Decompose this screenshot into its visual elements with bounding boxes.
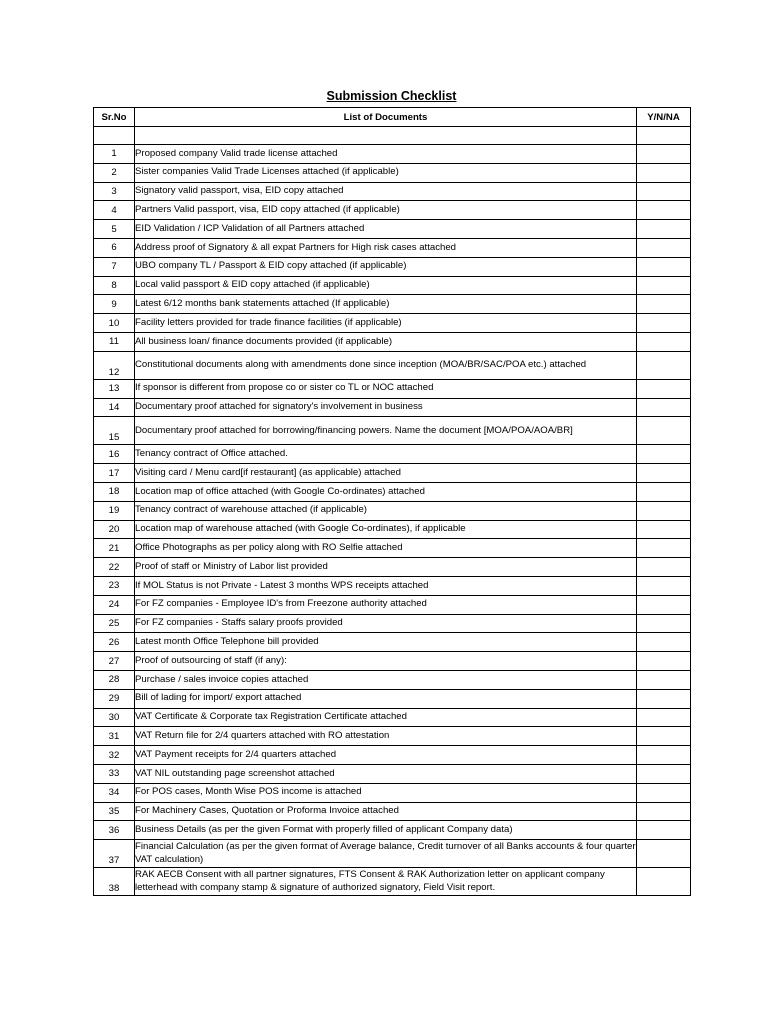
yn-na-cell[interactable] — [637, 783, 691, 802]
document-cell: Documentary proof attached for signatory's involvement in business — [135, 398, 637, 417]
sr-no-cell: 29 — [94, 689, 135, 708]
yn-na-cell[interactable] — [637, 840, 691, 868]
blank-cell — [637, 127, 691, 145]
blank-cell — [94, 127, 135, 145]
yn-na-cell[interactable] — [637, 351, 691, 379]
table-row — [94, 727, 691, 746]
document-cell: Facility letters provided for trade finance facilities (if applicable) — [135, 314, 637, 333]
yn-na-cell[interactable] — [637, 501, 691, 520]
yn-na-cell[interactable] — [637, 764, 691, 783]
table-row — [94, 802, 691, 821]
table-row — [94, 145, 691, 164]
document-cell: All business loan/ finance documents provided (if applicable) — [135, 332, 637, 351]
table-row — [94, 708, 691, 727]
table-row — [94, 182, 691, 201]
yn-na-cell[interactable] — [637, 539, 691, 558]
document-cell: Bill of lading for import/ export attached — [135, 689, 637, 708]
sr-no-cell: 26 — [94, 633, 135, 652]
table-row — [94, 821, 691, 840]
yn-na-cell[interactable] — [637, 220, 691, 239]
sr-no-cell: 35 — [94, 802, 135, 821]
sr-no-cell: 15 — [94, 417, 135, 445]
table-row — [94, 576, 691, 595]
table-row — [94, 257, 691, 276]
table-row — [94, 238, 691, 257]
sr-no-cell: 9 — [94, 295, 135, 314]
document-cell: VAT Payment receipts for 2/4 quarters attached — [135, 746, 637, 765]
table-row — [94, 445, 691, 464]
sr-no-cell: 25 — [94, 614, 135, 633]
document-cell: Tenancy contract of Office attached. — [135, 445, 637, 464]
document-cell: RAK AECB Consent with all partner signatures, FTS Consent & RAK Authorization letter on applicant company letterhead with company stamp & signature of authorized signatory, Field Visit report. — [135, 868, 637, 896]
sr-no-cell: 1 — [94, 145, 135, 164]
document-cell: Proof of staff or Ministry of Labor list provided — [135, 558, 637, 577]
sr-no-cell: 21 — [94, 539, 135, 558]
document-cell: Purchase / sales invoice copies attached — [135, 670, 637, 689]
document-cell: Documentary proof attached for borrowing/financing powers. Name the document [MOA/POA/AOA/BR] — [135, 417, 637, 445]
yn-na-cell[interactable] — [637, 145, 691, 164]
sr-no-cell: 27 — [94, 652, 135, 671]
table-row — [94, 558, 691, 577]
sr-no-cell: 31 — [94, 727, 135, 746]
table-row — [94, 220, 691, 239]
yn-na-cell[interactable] — [637, 295, 691, 314]
sr-no-cell: 14 — [94, 398, 135, 417]
table-row — [94, 201, 691, 220]
table-row — [94, 295, 691, 314]
document-cell: Tenancy contract of warehouse attached (if applicable) — [135, 501, 637, 520]
document-cell: Proof of outsourcing of staff (if any): — [135, 652, 637, 671]
sr-no-cell: 33 — [94, 764, 135, 783]
blank-cell — [135, 127, 637, 145]
table-row — [94, 398, 691, 417]
table-row — [94, 520, 691, 539]
document-cell: For Machinery Cases, Quotation or Proforma Invoice attached — [135, 802, 637, 821]
checklist-table — [93, 107, 691, 896]
document-cell: Signatory valid passport, visa, EID copy attached — [135, 182, 637, 201]
sr-no-cell: 34 — [94, 783, 135, 802]
yn-na-cell[interactable] — [637, 614, 691, 633]
yn-na-cell[interactable] — [637, 520, 691, 539]
table-row — [94, 482, 691, 501]
sr-no-cell: 2 — [94, 163, 135, 182]
yn-na-cell[interactable] — [637, 689, 691, 708]
document-cell: If MOL Status is not Private - Latest 3 months WPS receipts attached — [135, 576, 637, 595]
yn-na-cell[interactable] — [637, 670, 691, 689]
document-cell: Office Photographs as per policy along with RO Selfie attached — [135, 539, 637, 558]
sr-no-cell: 12 — [94, 351, 135, 379]
document-cell: Business Details (as per the given Format with properly filled of applicant Company data) — [135, 821, 637, 840]
sr-no-cell: 37 — [94, 840, 135, 868]
document-cell: Local valid passport & EID copy attached (if applicable) — [135, 276, 637, 295]
document-cell: UBO company TL / Passport & EID copy attached (if applicable) — [135, 257, 637, 276]
sr-no-cell: 5 — [94, 220, 135, 239]
header-list-of-documents: List of Documents — [135, 108, 637, 127]
document-cell: For FZ companies - Employee ID's from Freezone authority attached — [135, 595, 637, 614]
table-row — [94, 595, 691, 614]
table-row — [94, 689, 691, 708]
table-row — [94, 332, 691, 351]
yn-na-cell[interactable] — [637, 398, 691, 417]
yn-na-cell[interactable] — [637, 445, 691, 464]
sr-no-cell: 36 — [94, 821, 135, 840]
sr-no-cell: 4 — [94, 201, 135, 220]
sr-no-cell: 10 — [94, 314, 135, 333]
sr-no-cell: 16 — [94, 445, 135, 464]
table-row — [94, 379, 691, 398]
document-cell: Constitutional documents along with amendments done since inception (MOA/BR/SAC/POA etc.) attached — [135, 351, 637, 379]
sr-no-cell: 24 — [94, 595, 135, 614]
document-cell: VAT NIL outstanding page screenshot attached — [135, 764, 637, 783]
table-row — [94, 351, 691, 379]
sr-no-cell: 28 — [94, 670, 135, 689]
yn-na-cell[interactable] — [637, 314, 691, 333]
sr-no-cell: 17 — [94, 464, 135, 483]
table-row — [94, 746, 691, 765]
yn-na-cell[interactable] — [637, 417, 691, 445]
sr-no-cell: 6 — [94, 238, 135, 257]
yn-na-cell[interactable] — [637, 201, 691, 220]
yn-na-cell[interactable] — [637, 276, 691, 295]
yn-na-cell[interactable] — [637, 652, 691, 671]
table-row — [94, 314, 691, 333]
document-cell: VAT Return file for 2/4 quarters attached with RO attestation — [135, 727, 637, 746]
sr-no-cell: 7 — [94, 257, 135, 276]
page-title: Submission Checklist — [326, 89, 457, 103]
table-row — [94, 464, 691, 483]
yn-na-cell[interactable] — [637, 332, 691, 351]
document-cell: Address proof of Signatory & all expat Partners for High risk cases attached — [135, 238, 637, 257]
yn-na-cell[interactable] — [637, 464, 691, 483]
document-cell: Sister companies Valid Trade Licenses attached (if applicable) — [135, 163, 637, 182]
blank-row — [94, 127, 691, 145]
yn-na-cell[interactable] — [637, 576, 691, 595]
sr-no-cell: 8 — [94, 276, 135, 295]
table-row — [94, 614, 691, 633]
document-cell: Latest month Office Telephone bill provided — [135, 633, 637, 652]
document-cell: Location map of office attached (with Google Co-ordinates) attached — [135, 482, 637, 501]
sr-no-cell: 22 — [94, 558, 135, 577]
document-cell: Partners Valid passport, visa, EID copy attached (if applicable) — [135, 201, 637, 220]
table-row — [94, 783, 691, 802]
document-cell: If sponsor is different from propose co or sister co TL or NOC attached — [135, 379, 637, 398]
sr-no-cell: 38 — [94, 868, 135, 896]
sr-no-cell: 19 — [94, 501, 135, 520]
sr-no-cell: 30 — [94, 708, 135, 727]
yn-na-cell[interactable] — [637, 821, 691, 840]
sr-no-cell: 32 — [94, 746, 135, 765]
yn-na-cell[interactable] — [637, 379, 691, 398]
table-row — [94, 764, 691, 783]
document-cell: Proposed company Valid trade license attached — [135, 145, 637, 164]
yn-na-cell[interactable] — [637, 633, 691, 652]
sr-no-cell: 3 — [94, 182, 135, 201]
table-row — [94, 652, 691, 671]
table-row — [94, 501, 691, 520]
table-row — [94, 163, 691, 182]
yn-na-cell[interactable] — [637, 238, 691, 257]
sr-no-cell: 13 — [94, 379, 135, 398]
table-row — [94, 417, 691, 445]
table-row — [94, 840, 691, 868]
sr-no-cell: 18 — [94, 482, 135, 501]
header-sr-no: Sr.No — [94, 108, 135, 127]
header-yn-na: Y/N/NA — [637, 108, 691, 127]
yn-na-cell[interactable] — [637, 163, 691, 182]
yn-na-cell[interactable] — [637, 595, 691, 614]
document-cell: Visiting card / Menu card[if restaurant] (as applicable) attached — [135, 464, 637, 483]
sr-no-cell: 20 — [94, 520, 135, 539]
document-cell: VAT Certificate & Corporate tax Registration Certificate attached — [135, 708, 637, 727]
sr-no-cell: 23 — [94, 576, 135, 595]
yn-na-cell[interactable] — [637, 708, 691, 727]
yn-na-cell[interactable] — [637, 257, 691, 276]
document-cell: EID Validation / ICP Validation of all Partners attached — [135, 220, 637, 239]
sr-no-cell: 11 — [94, 332, 135, 351]
document-cell: Location map of warehouse attached (with Google Co-ordinates), if applicable — [135, 520, 637, 539]
document-cell: For FZ companies - Staffs salary proofs provided — [135, 614, 637, 633]
table-row — [94, 276, 691, 295]
yn-na-cell[interactable] — [637, 482, 691, 501]
yn-na-cell[interactable] — [637, 868, 691, 896]
document-cell: Latest 6/12 months bank statements attached (If applicable) — [135, 295, 637, 314]
yn-na-cell[interactable] — [637, 727, 691, 746]
table-row — [94, 868, 691, 896]
yn-na-cell[interactable] — [637, 558, 691, 577]
table-row — [94, 633, 691, 652]
table-row — [94, 670, 691, 689]
yn-na-cell[interactable] — [637, 802, 691, 821]
yn-na-cell[interactable] — [637, 746, 691, 765]
header-row — [94, 108, 691, 127]
document-cell: For POS cases, Month Wise POS income is attached — [135, 783, 637, 802]
document-cell: Financial Calculation (as per the given format of Average balance, Credit turnover of all Banks accounts & four quarter VAT calculation) — [135, 840, 637, 868]
table-row — [94, 539, 691, 558]
yn-na-cell[interactable] — [637, 182, 691, 201]
